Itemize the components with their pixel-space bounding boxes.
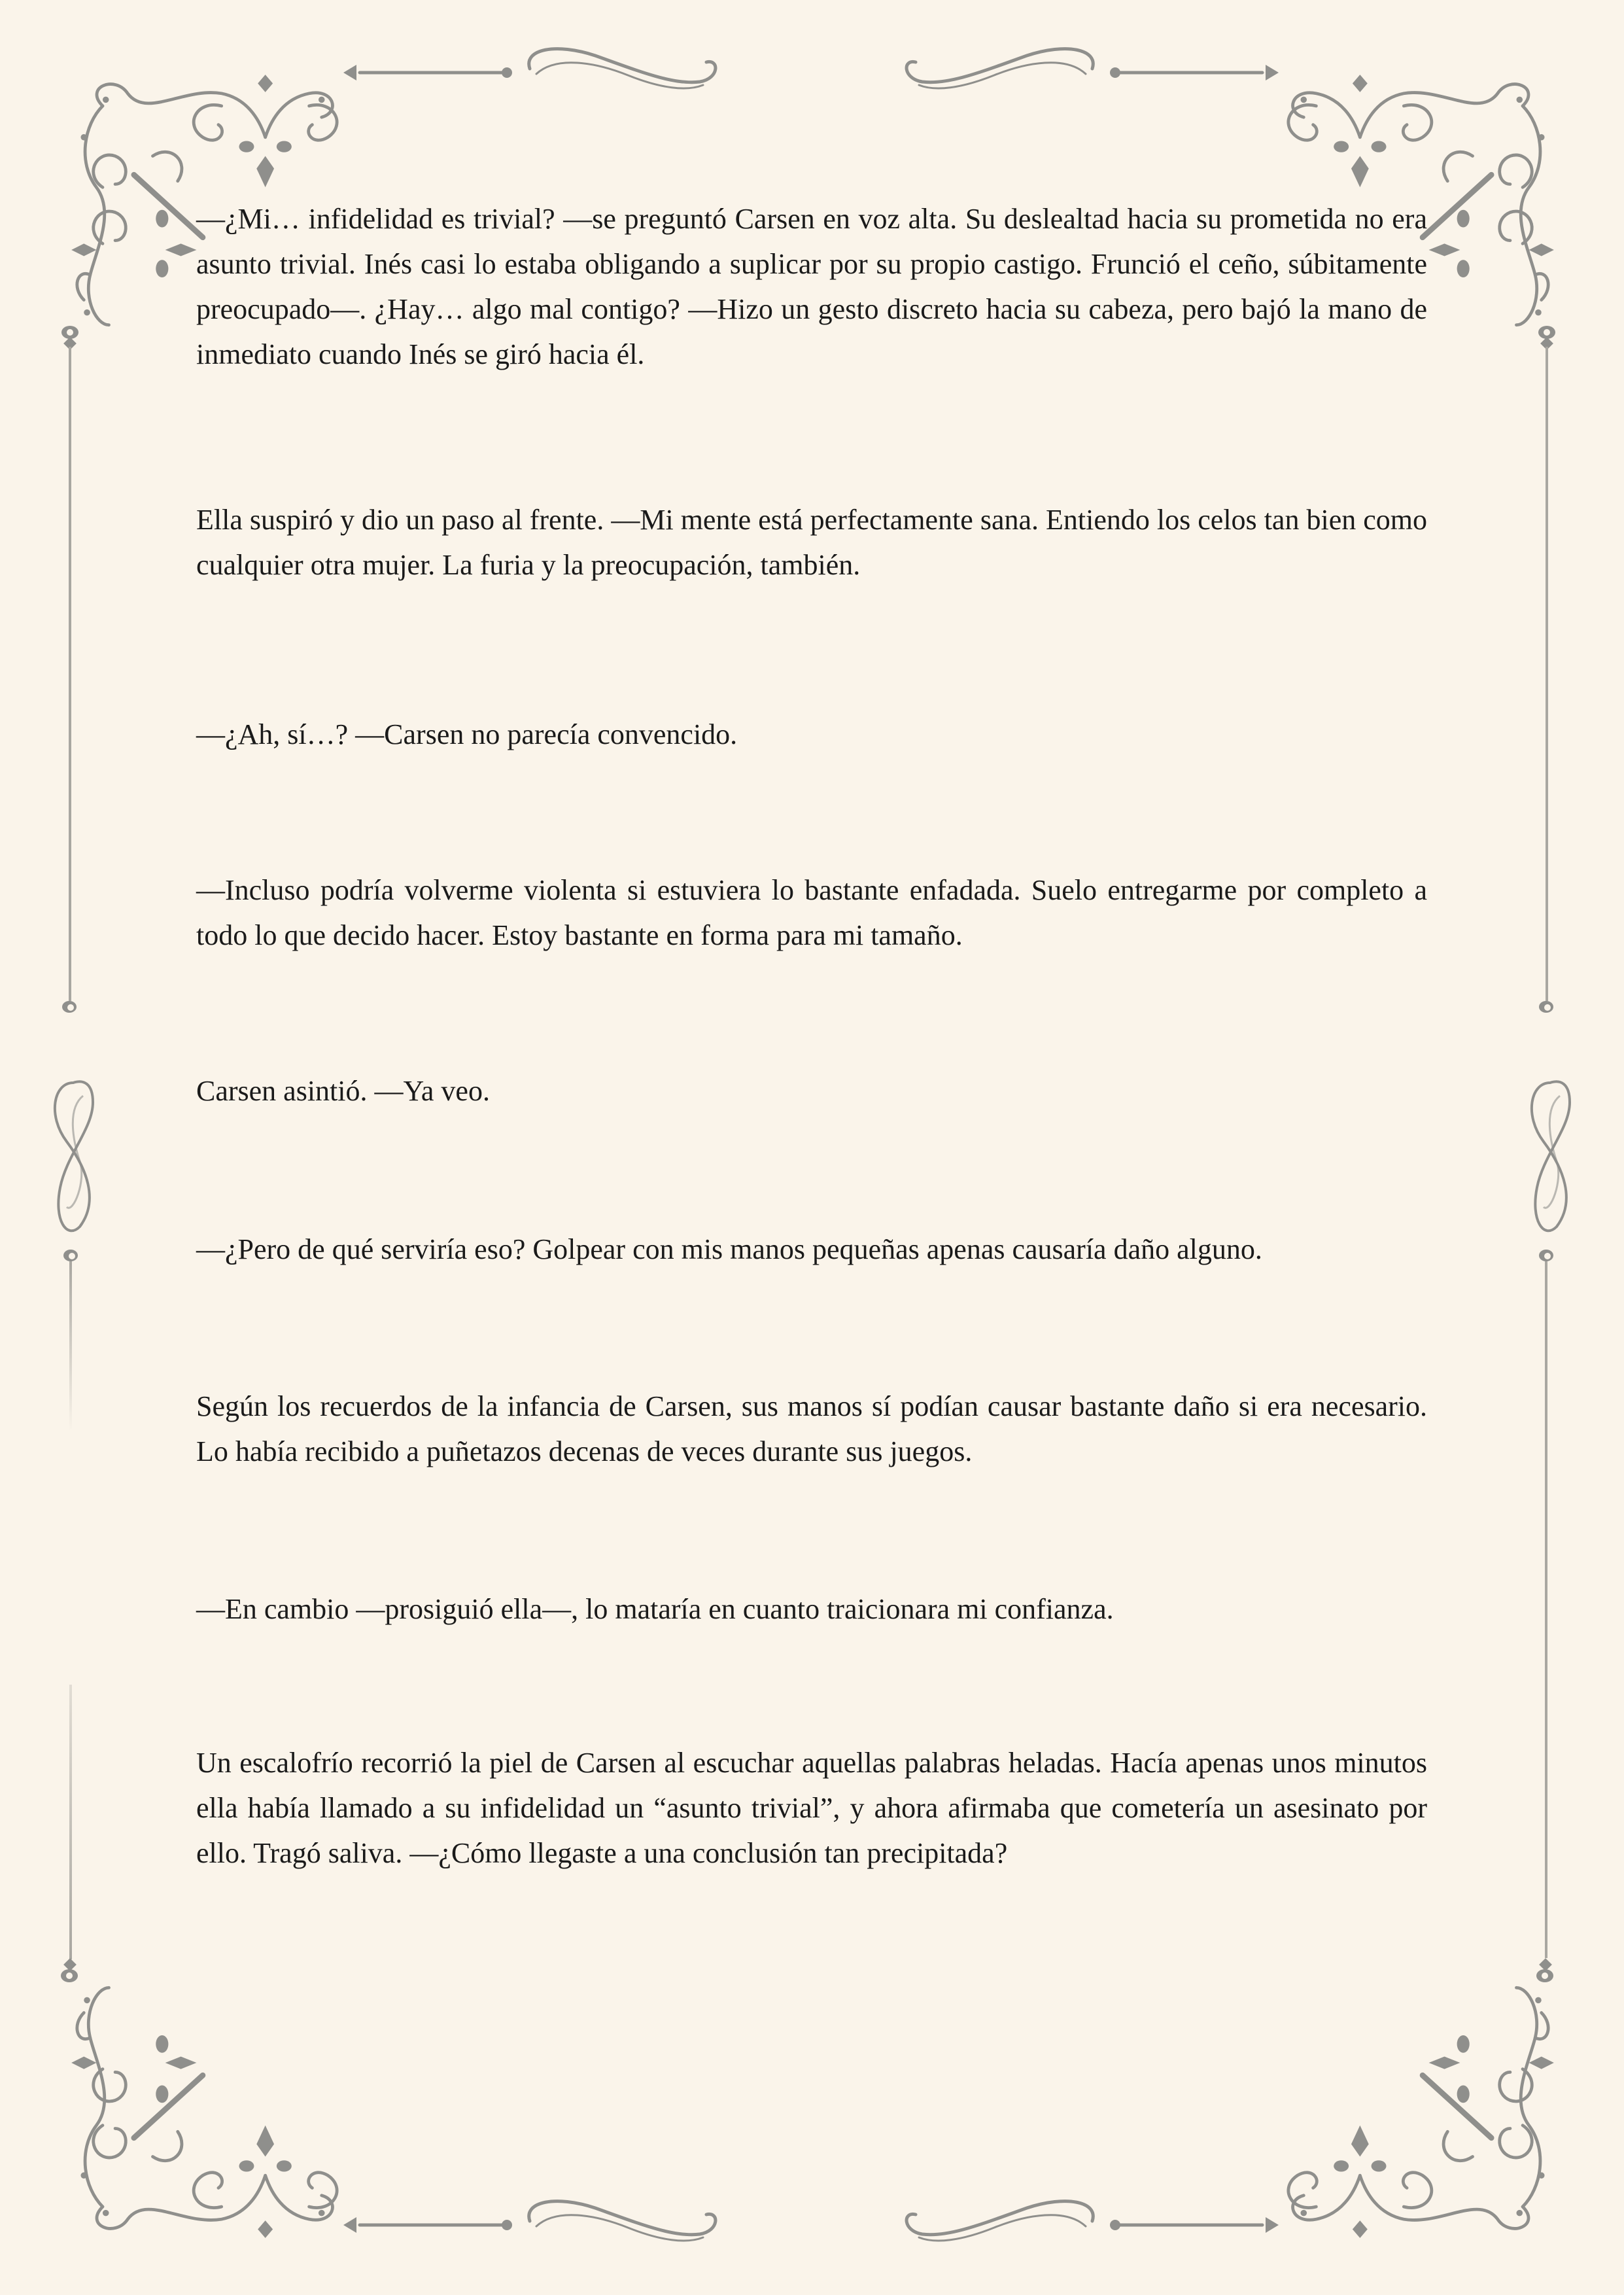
paragraph-3: —¿Ah, sí…? —Carsen no parecía convencido. xyxy=(196,718,738,750)
paragraph-4: —Incluso podría volverme violenta si estuviera lo bastante enfadada. Suelo entregarme por completo a todo lo que decido hacer. Estoy bastante en forma para mi tamaño. xyxy=(196,874,1427,951)
paragraph-6: —¿Pero de qué serviría eso? Golpear con mis manos pequeñas apenas causaría daño alguno. xyxy=(196,1233,1262,1265)
paragraph-2: Ella suspiró y dio un paso al frente. —Mi mente está perfectamente sana. Entiendo los celos tan bien como cualquier otra mujer. La furia y la preocupación, también. xyxy=(196,504,1427,581)
infinity-knot-right xyxy=(1524,1070,1583,1240)
paragraph-7: Según los recuerdos de la infancia de Carsen, sus manos sí podían causar bastante daño si era necesario. Lo había recibido a puñetazos decenas de veces durante sus juegos. xyxy=(196,1390,1427,1467)
paragraph-9: Un escalofrío recorrió la piel de Carsen al escuchar aquellas palabras heladas. Hacía apenas unos minutos ella había llamado a su infidelidad un “asunto trivial”, y ahora afirmaba que cometería un asesinato por ello. Tragó saliva. —¿Cómo llegaste a una conclusión tan precipitada? xyxy=(196,1747,1427,1869)
corner-flourish-bottom-left xyxy=(59,1963,347,2251)
paragraph-1: —¿Mi… infidelidad es trivial? —se preguntó Carsen en voz alta. Su deslealtad hacia su prometida no era asunto trivial. Inés casi lo estaba obligando a suplicar por su propio castigo. Frunció el ceño, súbitamente preocupado—. ¿Hay… algo mal contigo? —Hizo un gesto discreto hacia su cabeza, pero bajó la mano de inmediato cuando Inés se giró hacia él. xyxy=(196,203,1427,370)
top-scroll-divider xyxy=(334,36,1288,108)
bottom-scroll-divider xyxy=(334,2188,1288,2260)
paragraph-8: —En cambio —prosiguió ella—, lo mataría en cuanto traicionara mi confianza. xyxy=(196,1593,1114,1625)
infinity-knot-left xyxy=(47,1070,106,1240)
paragraph-5: Carsen asintió. —Ya veo. xyxy=(196,1075,490,1107)
corner-flourish-bottom-right xyxy=(1279,1963,1566,2251)
